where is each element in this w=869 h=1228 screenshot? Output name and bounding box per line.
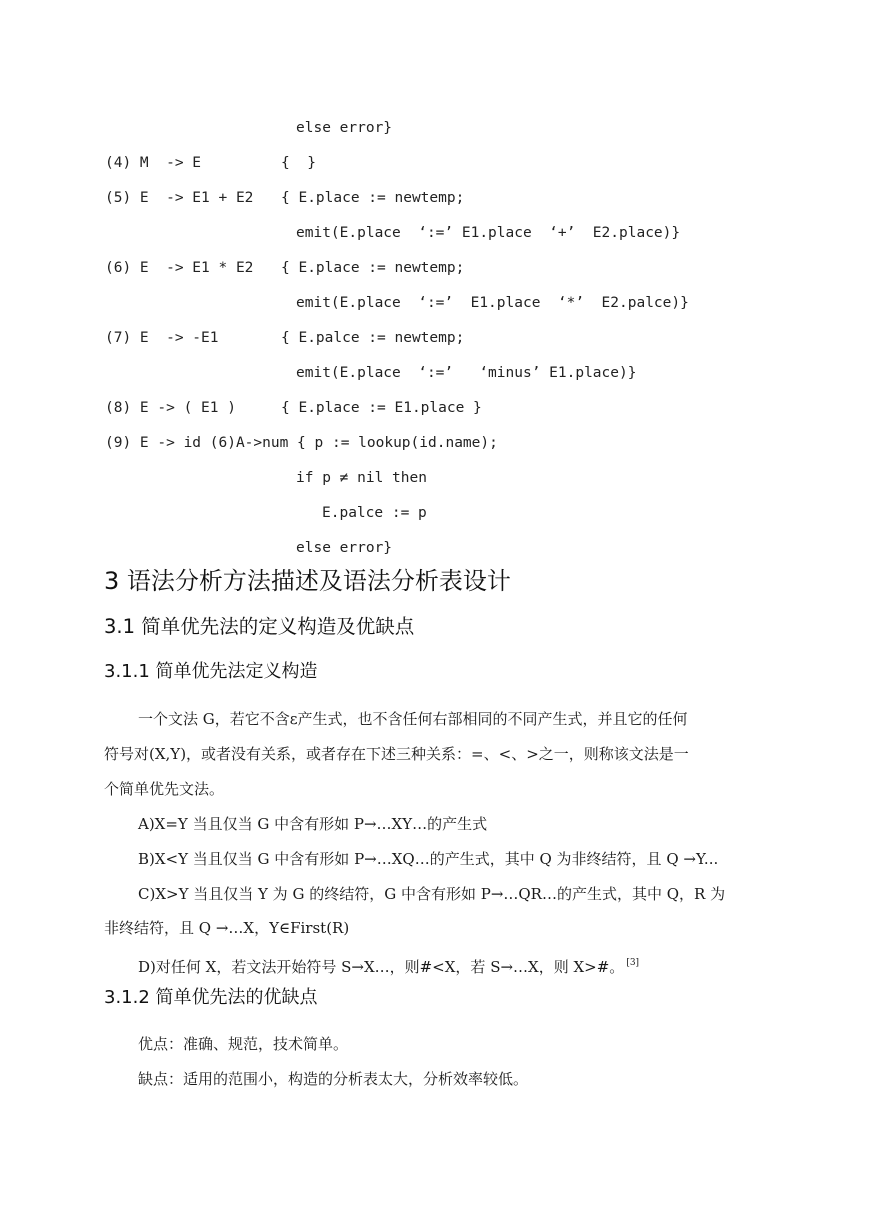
cons-text: 缺点：适用的范围小，构造的分析表太大，分析效率较低。 [138, 1070, 529, 1088]
code-line-else-error-1: else error} [296, 120, 393, 136]
code-rule-7-emit: emit(E.place ‘:=’ ‘minus’ E1.place)} [296, 365, 637, 381]
code-rule-9-line: (9) E -> id (6)A->num { p := lookup(id.name); [105, 435, 498, 451]
definition-paragraph-line-3: 个简单优先文法。 [104, 780, 225, 798]
code-rule-9-assign: E.palce := p [322, 505, 427, 521]
code-rule-6-emit: emit(E.place ‘:=’ E1.place ‘*’ E2.palce)} [296, 295, 689, 311]
code-rule-6-production: (6) E -> E1 * E2 [105, 260, 254, 276]
code-rule-7-action: { E.palce := newtemp; [281, 330, 465, 346]
pros-text: 优点：准确、规范，技术简单。 [138, 1035, 349, 1053]
relation-item-d-text: D)对任何 X，若文法开始符号 S→X…，则#<X，若 S→…X，则 X>#。 [138, 958, 625, 976]
code-rule-9-if: if p ≠ nil then [296, 470, 427, 486]
citation-reference: [3] [626, 958, 640, 968]
code-line-else-error-2: else error} [296, 540, 393, 556]
definition-paragraph-line-1: 一个文法 G，若它不含ε产生式，也不含任何右部相同的不同产生式，并且它的任何 [138, 710, 688, 728]
code-rule-5-action: { E.place := newtemp; [281, 190, 465, 206]
section-3-1-1-heading: 3.1.1 简单优先法定义构造 [104, 661, 318, 682]
relation-item-b: B)X<Y 当且仅当 G 中含有形如 P→…XQ…的产生式，其中 Q 为非终结符，且 Q →Y... [138, 850, 719, 868]
relation-item-d [138, 953, 639, 977]
section-3-1-heading: 3.1 简单优先法的定义构造及优缺点 [104, 615, 415, 638]
code-rule-6-action: { E.place := newtemp; [281, 260, 465, 276]
code-rule-7-production: (7) E -> -E1 [105, 330, 219, 346]
relation-item-a: A)X=Y 当且仅当 G 中含有形如 P→…XY…的产生式 [138, 815, 488, 833]
code-rule-4-action: { } [281, 155, 316, 171]
section-3-1-2-heading: 3.1.2 简单优先法的优缺点 [104, 987, 318, 1008]
section-3-heading: 3 语法分析方法描述及语法分析表设计 [104, 567, 511, 595]
relation-item-c-line-1: C)X>Y 当且仅当 Y 为 G 的终结符，G 中含有形如 P→…QR…的产生式，其中 Q，R 为 [138, 885, 726, 903]
code-rule-8-production: (8) E -> ( E1 ) [105, 400, 236, 416]
code-rule-8-action: { E.place := E1.place } [281, 400, 482, 416]
definition-paragraph-line-2: 符号对(X,Y)，或者没有关系，或者存在下述三种关系：=、<、>之一，则称该文法是一 [104, 745, 689, 763]
code-rule-5-emit: emit(E.place ‘:=’ E1.place ‘+’ E2.place)} [296, 225, 681, 241]
relation-item-c-line-2: 非终结符，且 Q →…X，Y∈First(R) [104, 919, 350, 937]
code-rule-5-production: (5) E -> E1 + E2 [105, 190, 254, 206]
code-rule-4-production: (4) M -> E [105, 155, 202, 171]
